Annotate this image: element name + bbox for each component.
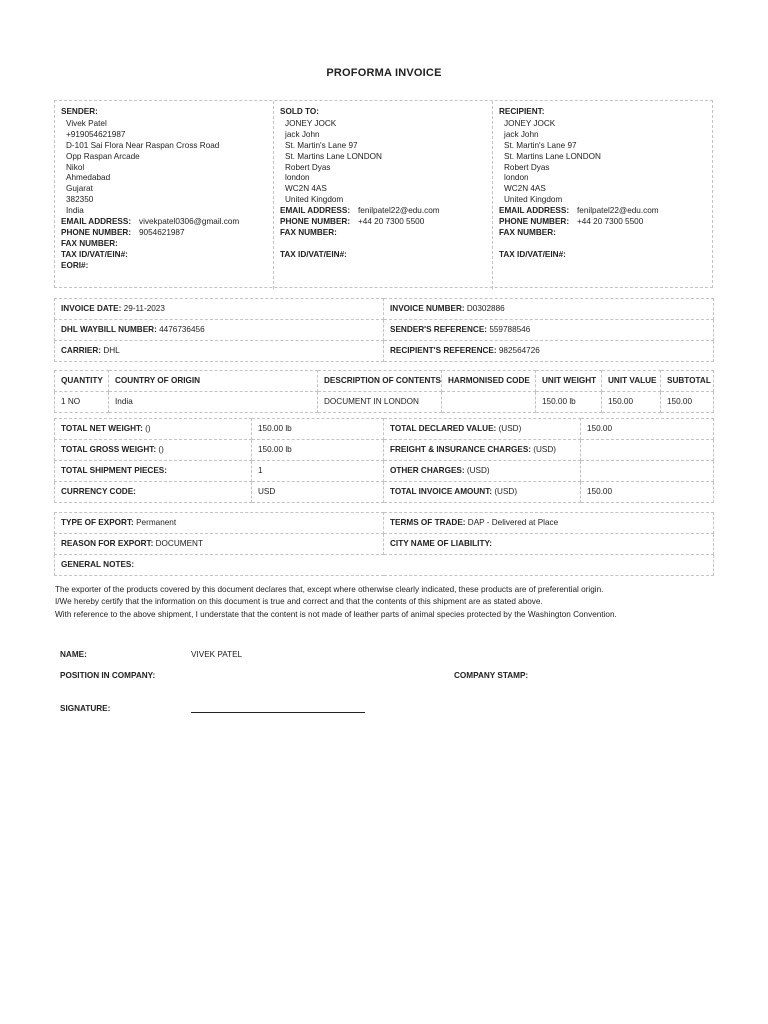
column-header: UNIT VALUE [602, 371, 661, 392]
gross-weight-label-cell [55, 440, 252, 461]
invoice-info-table [54, 298, 714, 362]
terms-of-trade: DAP - Delivered at Place [467, 517, 559, 527]
sold-to-company: JONEY JOCK [285, 118, 337, 128]
gross-weight-label: TOTAL GROSS WEIGHT: [61, 444, 157, 454]
other-charges-label-cell [384, 461, 581, 482]
table-row [55, 320, 714, 341]
export-reason-label: REASON FOR EXPORT: [61, 538, 154, 548]
carrier-label: CARRIER: [61, 345, 102, 355]
export-reason-cell [55, 534, 384, 555]
freight-label-cell [384, 440, 581, 461]
sold-to-email: fenilpatel22@edu.com [358, 206, 440, 216]
recipient-company: JONEY JOCK [504, 118, 556, 128]
recipient-reference: 982564726 [498, 345, 540, 355]
table-row [55, 392, 714, 413]
declared-value: 150.00 [581, 419, 714, 440]
table-row [55, 482, 714, 503]
item-subtotal: 150.00 [661, 392, 714, 413]
signature-line [191, 712, 365, 713]
net-weight-unit: () [145, 423, 151, 433]
sender-country: India [66, 206, 84, 216]
column-header: QUANTITY [55, 371, 109, 392]
item-quantity: 1 NO [55, 392, 109, 413]
waybill-cell [55, 320, 384, 341]
column-header: HARMONISED CODE [442, 371, 536, 392]
net-weight-label-cell [55, 419, 252, 440]
sender-section [55, 101, 274, 289]
sold-to-address-line: St. Martin's Lane 97 [285, 140, 358, 150]
city-liability-label: CITY NAME OF LIABILITY: [390, 538, 493, 548]
recipient-city: london [504, 173, 529, 183]
item-unit-value: 150.00 [602, 392, 661, 413]
recipient-contact: jack John [504, 129, 539, 139]
export-table [54, 512, 714, 576]
table-row [55, 341, 714, 362]
declarations [55, 585, 735, 622]
item-description: DOCUMENT IN LONDON [318, 392, 442, 413]
recipient-country: United Kingdom [504, 195, 563, 205]
invoice-amount-unit: (USD) [494, 486, 518, 496]
invoice-number-label: INVOICE NUMBER: [390, 303, 465, 313]
totals-table [54, 418, 714, 503]
sender-email-label: EMAIL ADDRESS: [61, 217, 132, 227]
sender-postcode: 382350 [66, 195, 94, 205]
column-header: SUBTOTAL [661, 371, 714, 392]
currency-code: USD [252, 482, 384, 503]
recipient-reference-cell [384, 341, 714, 362]
sender-city: Ahmedabad [66, 173, 111, 183]
sold-to-postcode: WC2N 4AS [285, 184, 327, 194]
sold-to-contact: jack John [285, 129, 320, 139]
invoice-date: 29-11-2023 [123, 303, 165, 313]
sender-address-line: Opp Raspan Arcade [66, 151, 140, 161]
net-weight-label: TOTAL NET WEIGHT: [61, 423, 143, 433]
table-row [55, 534, 714, 555]
signature-label: SIGNATURE: [60, 704, 111, 713]
company-stamp-label: COMPANY STAMP: [454, 671, 529, 680]
column-header: UNIT WEIGHT [536, 371, 602, 392]
item-harmonised-code [442, 392, 536, 413]
recipient-postcode: WC2N 4AS [504, 184, 546, 194]
declared-value-unit: (USD) [498, 423, 522, 433]
items-table [54, 370, 714, 413]
table-row [55, 555, 714, 576]
sender-address-line: Nikol [66, 162, 85, 172]
waybill-number: 4476736456 [159, 324, 205, 334]
shipment-pieces: 1 [252, 461, 384, 482]
sold-to-heading: SOLD TO: [280, 107, 319, 116]
recipient-heading: RECIPIENT: [499, 107, 545, 116]
other-charges-unit: (USD) [466, 465, 490, 475]
freight-label: FREIGHT & INSURANCE CHARGES: [390, 444, 532, 454]
invoice-amount-label-cell [384, 482, 581, 503]
sold-to-address-line: St. Martins Lane LONDON [285, 151, 382, 161]
origin-declaration: The exporter of the products covered by this document declares that, except where otherwise clearly indicated, these products are of preferential origin. [55, 585, 604, 594]
item-unit-weight: 150.00 lb [536, 392, 602, 413]
recipient-email: fenilpatel22@edu.com [577, 206, 659, 216]
sold-to-country: United Kingdom [285, 195, 344, 205]
invoice-amount: 150.00 [581, 482, 714, 503]
certification-statement: I/We hereby certify that the information on this document is true and correct and that the contents of this shipment are as stated above. [55, 596, 543, 606]
declared-value-label: TOTAL DECLARED VALUE: [390, 423, 497, 433]
sold-to-address-line: Robert Dyas [285, 162, 331, 172]
recipient-section [493, 101, 712, 289]
recipient-reference-label: RECIPIENT'S REFERENCE: [390, 345, 497, 355]
sender-phone: 9054621987 [139, 227, 185, 237]
sold-to-city: london [285, 173, 310, 183]
freight-charges [581, 440, 714, 461]
recipient-fax-label: FAX NUMBER: [499, 227, 556, 237]
gross-weight-unit: () [158, 444, 164, 454]
gross-weight: 150.00 lb [252, 440, 384, 461]
sender-eori-label: EORI#: [61, 260, 89, 270]
terms-of-trade-label: TERMS OF TRADE: [390, 517, 466, 527]
sender-reference-label: SENDER'S REFERENCE: [390, 324, 488, 334]
net-weight: 150.00 lb [252, 419, 384, 440]
washington-convention-statement: With reference to the above shipment, I understate that the content is not made of leather parts of animal species protected by the Washington Convention. [55, 609, 617, 619]
table-row [55, 513, 714, 534]
column-header: COUNTRY OF ORIGIN [109, 371, 318, 392]
recipient-address-line: Robert Dyas [504, 162, 550, 172]
sender-email: vivekpatel0306@gmail.com [139, 217, 240, 227]
sold-to-phone-label: PHONE NUMBER: [280, 217, 351, 227]
invoice-amount-label: TOTAL INVOICE AMOUNT: [390, 486, 493, 496]
sold-to-email-label: EMAIL ADDRESS: [280, 206, 351, 216]
recipient-tax-label: TAX ID/VAT/EIN#: [499, 249, 566, 259]
signoff-section [60, 650, 680, 720]
sold-to-phone: +44 20 7300 5500 [358, 217, 425, 227]
shipment-pieces-label: TOTAL SHIPMENT PIECES: [55, 461, 252, 482]
table-row [55, 440, 714, 461]
sender-name: Vivek Patel [66, 118, 107, 128]
recipient-address-line: St. Martins Lane LONDON [504, 151, 601, 161]
general-notes-label: GENERAL NOTES: [55, 555, 714, 576]
recipient-phone-label: PHONE NUMBER: [499, 217, 570, 227]
table-header-row [55, 371, 714, 392]
signer-name: VIVEK PATEL [191, 650, 243, 659]
waybill-label: DHL WAYBILL NUMBER: [61, 324, 157, 334]
sender-tax-label: TAX ID/VAT/EIN#: [61, 249, 128, 259]
table-row [55, 419, 714, 440]
export-type-label: TYPE OF EXPORT: [61, 517, 134, 527]
recipient-phone: +44 20 7300 5500 [577, 217, 644, 227]
invoice-number: D0302886 [466, 303, 505, 313]
other-charges [581, 461, 714, 482]
sold-to-fax-label: FAX NUMBER: [280, 227, 337, 237]
item-country-of-origin: India [109, 392, 318, 413]
invoice-number-cell [384, 299, 714, 320]
carrier-cell [55, 341, 384, 362]
column-header: DESCRIPTION OF CONTENTS [318, 371, 442, 392]
position-label: POSITION IN COMPANY: [60, 671, 156, 680]
export-type: Permanent [136, 517, 177, 527]
address-block [54, 100, 713, 288]
sender-fax-label: FAX NUMBER: [61, 238, 118, 248]
sender-reference-cell [384, 320, 714, 341]
export-type-cell [55, 513, 384, 534]
invoice-date-label: INVOICE DATE: [61, 303, 122, 313]
sender-phone-line: +919054621987 [66, 129, 126, 139]
recipient-address-line: St. Martin's Lane 97 [504, 140, 577, 150]
freight-unit: (USD) [533, 444, 557, 454]
table-row [55, 299, 714, 320]
sold-to-tax-label: TAX ID/VAT/EIN#: [280, 249, 347, 259]
city-liability-cell [384, 534, 714, 555]
sold-to-section [274, 101, 493, 289]
carrier: DHL [103, 345, 120, 355]
sender-phone-label: PHONE NUMBER: [61, 227, 132, 237]
recipient-email-label: EMAIL ADDRESS: [499, 206, 570, 216]
terms-of-trade-cell [384, 513, 714, 534]
sender-state: Gujarat [66, 184, 93, 194]
name-label: NAME: [60, 650, 87, 659]
other-charges-label: OTHER CHARGES: [390, 465, 465, 475]
sender-reference: 559788546 [489, 324, 531, 334]
table-row [55, 461, 714, 482]
export-reason: DOCUMENT [155, 538, 203, 548]
currency-code-label: CURRENCY CODE: [55, 482, 252, 503]
document-title: PROFORMA INVOICE [326, 67, 442, 79]
invoice-date-cell [55, 299, 384, 320]
sender-address-line: D-101 Sai Flora Near Raspan Cross Road [66, 140, 220, 150]
sender-heading: SENDER: [61, 107, 98, 116]
declared-value-label-cell [384, 419, 581, 440]
